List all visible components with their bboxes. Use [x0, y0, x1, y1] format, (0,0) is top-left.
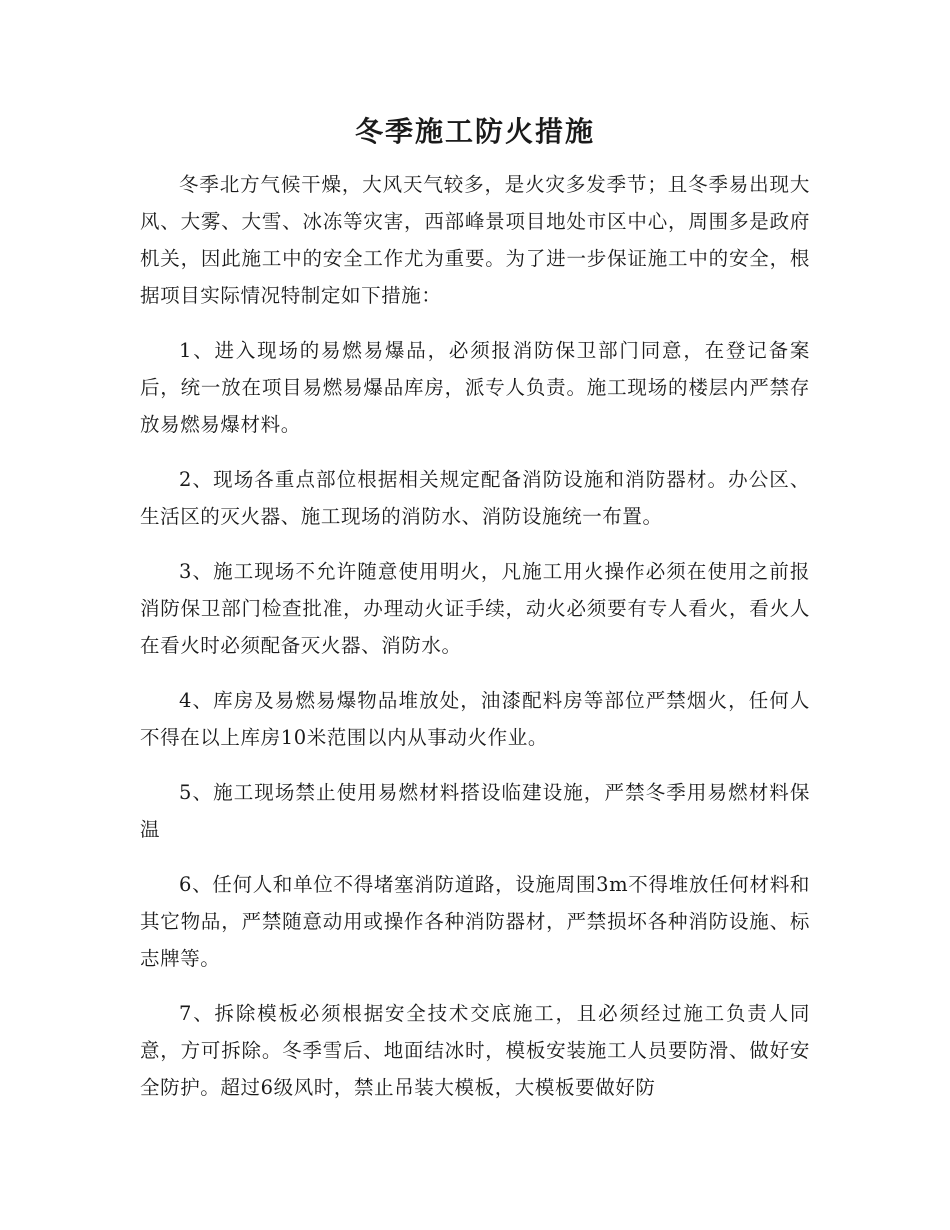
measure-5-paragraph: 5、施工现场禁止使用易燃材料搭设临建设施，严禁冬季用易燃材料保温 [140, 781, 810, 841]
document-title: 冬季施工防火措施 [354, 115, 595, 148]
measure-7-paragraph: 7、拆除模板必须根据安全技术交底施工，且必须经过施工负责人同意，方可拆除。冬季雪后、地面结冰时，模板安装施工人员要防滑、做好安全防护。超过6级风时，禁止吊装大模板，大模板要做好防 [140, 1002, 810, 1099]
measure-4-paragraph: 4、库房及易燃易爆物品堆放处，油漆配料房等部位严禁烟火，任何人不得在以上库房10米范围以内从事动火作业。 [140, 689, 810, 749]
measure-3-paragraph: 3、施工现场不允许随意使用明火，凡施工用火操作必须在使用之前报消防保卫部门检查批准，办理动火证手续，动火必须要有专人看火，看火人在看火时必须配备灭火器、消防水。 [140, 560, 810, 657]
measure-1-paragraph: 1、进入现场的易燃易爆品，必须报消防保卫部门同意，在登记备案后，统一放在项目易燃易爆品库房，派专人负责。施工现场的楼层内严禁存放易燃易爆材料。 [140, 339, 810, 436]
intro-paragraph: 冬季北方气候干燥，大风天气较多，是火灾多发季节；且冬季易出现大风、大雾、大雪、冰冻等灾害，西部峰景项目地处市区中心，周围多是政府机关，因此施工中的安全工作尤为重要。为了进一步保证施工中的安全，根据项目实际情况特制定如下措施： [140, 173, 810, 307]
measure-6-paragraph: 6、任何人和单位不得堵塞消防道路，设施周围3m不得堆放任何材料和其它物品，严禁随意动用或操作各种消防器材，严禁损坏各种消防设施、标志牌等。 [140, 873, 810, 970]
measure-2-paragraph: 2、现场各重点部位根据相关规定配备消防设施和消防器材。办公区、生活区的灭火器、施工现场的消防水、消防设施统一布置。 [140, 468, 810, 528]
